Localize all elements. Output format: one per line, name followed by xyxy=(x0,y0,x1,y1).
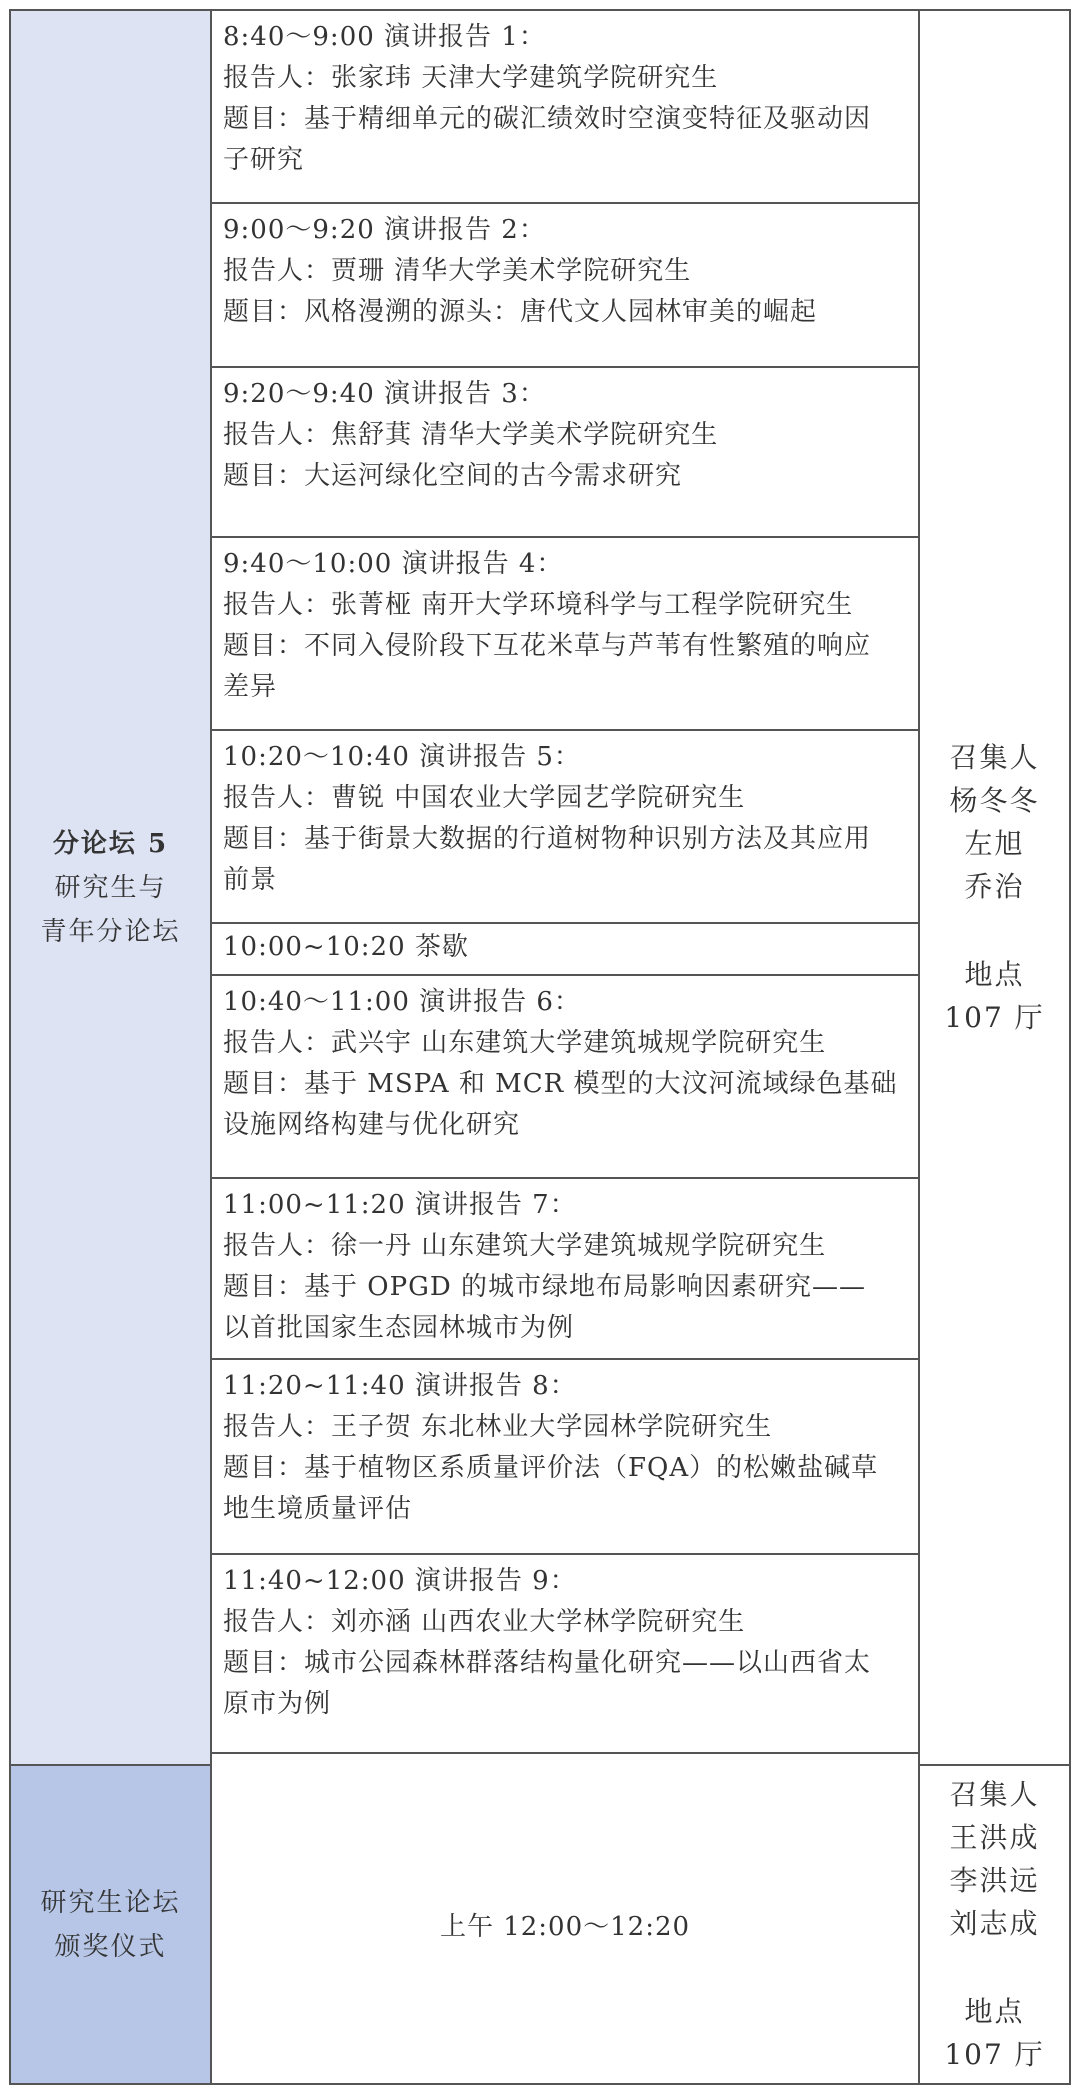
talk-speaker: 报告人：张家玮 天津大学建筑学院研究生 xyxy=(223,63,719,93)
forum5-title: 分论坛 5 xyxy=(52,828,169,859)
talk-cell xyxy=(212,368,918,538)
talk-speaker: 报告人：焦舒萁 清华大学美术学院研究生 xyxy=(223,420,719,450)
award-convener-name: 李洪远 xyxy=(949,1864,1040,1897)
talk-heading: 10:00~10:20 茶歇 xyxy=(223,932,469,962)
talk-topic-line: 地生境质量评估 xyxy=(223,1494,413,1524)
award-location-value: 107 厅 xyxy=(944,2038,1045,2071)
talk-speaker: 报告人：张菁桠 南开大学环境科学与工程学院研究生 xyxy=(223,590,854,620)
award-convener-name: 刘志成 xyxy=(949,1907,1040,1940)
talk-cell xyxy=(212,731,918,924)
talk-topic-line: 以首批国家生态园林城市为例 xyxy=(223,1313,575,1343)
talk-heading: 11:20~11:40 演讲报告 8： xyxy=(223,1371,577,1401)
talk-cell xyxy=(212,924,918,976)
talk-topic-line: 题目：不同入侵阶段下互花米草与芦苇有性繁殖的响应 xyxy=(223,631,872,661)
talk-cell xyxy=(212,204,918,368)
forum5-info-cell xyxy=(918,11,1069,1766)
talk-topic-line: 设施网络构建与优化研究 xyxy=(223,1110,521,1140)
talk-topic-line: 题目：大运河绿化空间的古今需求研究 xyxy=(223,461,683,491)
convener-name: 左旭 xyxy=(964,827,1025,860)
convener-name: 杨冬冬 xyxy=(949,784,1040,817)
location-label: 地点 xyxy=(964,958,1025,991)
award-label-line1: 研究生论坛 xyxy=(40,1887,181,1918)
talk-speaker: 报告人：曹锐 中国农业大学园艺学院研究生 xyxy=(223,783,746,813)
award-label-line2: 颁奖仪式 xyxy=(54,1931,167,1962)
talk-speaker: 报告人：王子贺 东北林业大学园林学院研究生 xyxy=(223,1412,773,1442)
talk-cell xyxy=(212,1360,918,1555)
talk-heading: 11:00~11:20 演讲报告 7： xyxy=(223,1190,577,1220)
talk-topic-line: 前景 xyxy=(223,865,278,895)
talk-topic-line: 题目：基于 MSPA 和 MCR 模型的大汶河流域绿色基础 xyxy=(223,1069,898,1099)
talk-topic-line: 题目：基于街景大数据的行道树物种识别方法及其应用 xyxy=(223,824,872,854)
talk-topic-line: 题目：基于精细单元的碳汇绩效时空演变特征及驱动因 xyxy=(223,104,872,134)
talk-speaker: 报告人：刘亦涵 山西农业大学林学院研究生 xyxy=(223,1607,746,1637)
convener-name: 乔治 xyxy=(964,870,1025,903)
award-convener-name: 王洪成 xyxy=(949,1821,1040,1854)
talk-speaker: 报告人：徐一丹 山东建筑大学建筑城规学院研究生 xyxy=(223,1231,827,1261)
talk-cell xyxy=(212,1555,918,1754)
talk-heading: 10:40～11:00 演讲报告 6： xyxy=(223,987,581,1017)
talk-cell xyxy=(212,11,918,204)
talk-cell xyxy=(212,1179,918,1360)
talk-topic-line: 题目：基于 OPGD 的城市绿地布局影响因素研究—— xyxy=(223,1272,866,1302)
convener-label: 召集人 xyxy=(949,741,1040,774)
talk-topic-line: 原市为例 xyxy=(223,1689,332,1719)
forum5-subtitle-line1: 研究生与 xyxy=(54,872,167,903)
location-value: 107 厅 xyxy=(944,1001,1045,1034)
talk-speaker: 报告人：贾珊 清华大学美术学院研究生 xyxy=(223,256,692,286)
award-convener-label: 召集人 xyxy=(949,1778,1040,1811)
talk-cell xyxy=(212,976,918,1179)
award-time-cell xyxy=(212,1766,918,2083)
talk-heading: 9:20～9:40 演讲报告 3： xyxy=(223,379,546,409)
talk-heading: 9:00～9:20 演讲报告 2： xyxy=(223,215,546,245)
forum5-subtitle-line2: 青年分论坛 xyxy=(40,916,181,947)
schedule-table xyxy=(9,9,1071,2085)
talk-speaker: 报告人：武兴宇 山东建筑大学建筑城规学院研究生 xyxy=(223,1028,827,1058)
talk-topic-line: 差异 xyxy=(223,672,278,702)
talk-cell xyxy=(212,538,918,731)
award-label-cell xyxy=(11,1766,212,2083)
talk-heading: 11:40~12:00 演讲报告 9： xyxy=(223,1566,577,1596)
talk-topic-line: 子研究 xyxy=(223,145,305,175)
award-time: 上午 12:00～12:20 xyxy=(439,1912,691,1942)
talk-heading: 9:40～10:00 演讲报告 4： xyxy=(223,549,564,579)
forum5-label-cell xyxy=(11,11,212,1766)
talk-heading: 10:20～10:40 演讲报告 5： xyxy=(223,742,581,772)
award-info-cell xyxy=(918,1766,1069,2083)
talk-heading: 8:40～9:00 演讲报告 1： xyxy=(223,22,546,52)
talk-topic-line: 题目：基于植物区系质量评价法（FQA）的松嫩盐碱草 xyxy=(223,1453,879,1483)
award-location-label: 地点 xyxy=(964,1995,1025,2028)
talk-topic-line: 题目：风格漫溯的源头：唐代文人园林审美的崛起 xyxy=(223,297,818,327)
talk-topic-line: 题目：城市公园森林群落结构量化研究——以山西省太 xyxy=(223,1648,872,1678)
